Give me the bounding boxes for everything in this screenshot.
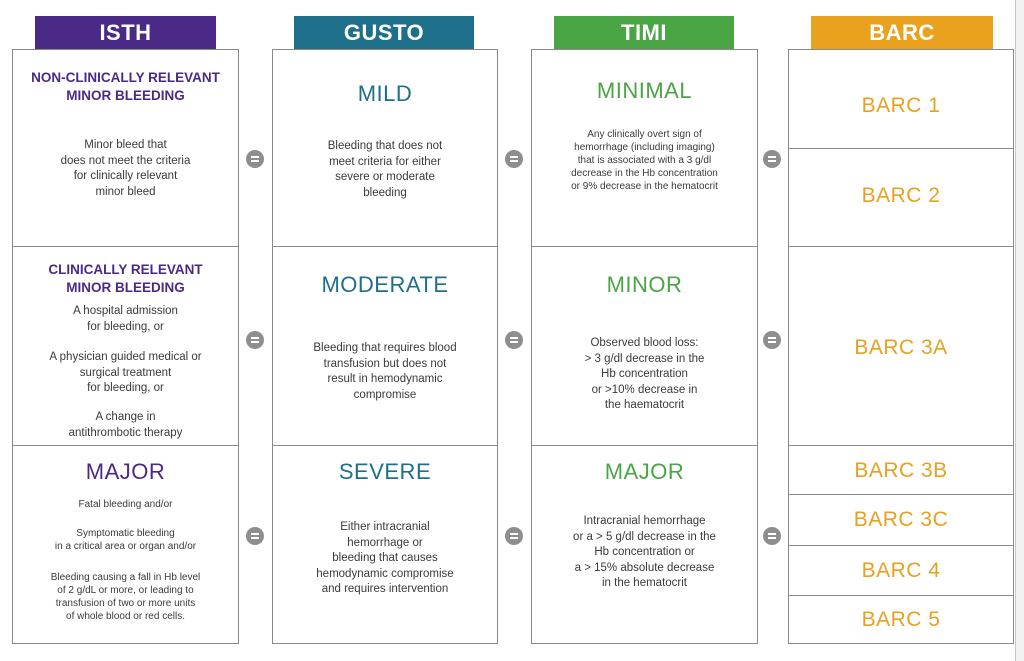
equals-icon bbox=[763, 527, 781, 545]
barc-3c-label: BARC 3C bbox=[853, 508, 949, 531]
barc-4-label: BARC 4 bbox=[861, 559, 941, 582]
barc-header: BARC bbox=[811, 16, 993, 49]
barc-5-cell bbox=[789, 596, 1013, 645]
gusto-r1-body: Bleeding that does not meet criteria for either severe or moderate bleeding bbox=[327, 140, 443, 199]
timi-header: TIMI bbox=[554, 16, 734, 49]
isth-header: ISTH bbox=[35, 16, 216, 49]
barc-1-label: BARC 1 bbox=[861, 94, 941, 117]
gusto-column bbox=[272, 49, 498, 644]
timi-row-minimal bbox=[532, 50, 757, 247]
isth-row-clinically-relevant bbox=[13, 247, 238, 446]
isth-r3-body-a: Fatal bleeding and/or bbox=[78, 499, 173, 510]
barc-column bbox=[788, 49, 1014, 644]
barc-3a-label: BARC 3A bbox=[854, 336, 948, 359]
timi-row-minor bbox=[532, 247, 757, 446]
gusto-r2-body: Bleeding that requires blood transfusion but does not result in hemodynamic compromise bbox=[313, 342, 457, 401]
isth-r2-body-b: A physician guided medical or surgical treatment for bleeding, or bbox=[49, 351, 202, 394]
gusto-r3-title: SEVERE bbox=[338, 459, 432, 484]
timi-r3-title: MAJOR bbox=[604, 459, 685, 484]
barc-5-label: BARC 5 bbox=[861, 608, 941, 631]
equals-icon bbox=[505, 331, 523, 349]
barc-2-cell bbox=[789, 149, 1013, 247]
isth-r2-body-c: A change in antithrombotic therapy bbox=[68, 411, 183, 439]
barc-3a-cell bbox=[789, 247, 1013, 446]
timi-r3-body: Intracranial hemorrhage or a > 5 g/dl decrease in the Hb concentration or a > 15% absolute decrease in the hematocrit bbox=[573, 515, 716, 589]
isth-r3-body-b: Symptomatic bleeding in a critical area or organ and/or bbox=[54, 528, 197, 552]
equals-icon bbox=[246, 150, 264, 168]
gusto-row-severe bbox=[273, 446, 497, 645]
equals-icon bbox=[763, 331, 781, 349]
barc-3b-label: BARC 3B bbox=[854, 459, 948, 482]
timi-row-major bbox=[532, 446, 757, 645]
isth-row-major bbox=[13, 446, 238, 645]
gusto-r3-body: Either intracranial hemorrhage or bleeding that causes hemodynamic compromise and requires intervention bbox=[316, 521, 454, 595]
isth-r2-body-a: A hospital admission for bleeding, or bbox=[73, 305, 178, 333]
gusto-row-moderate bbox=[273, 247, 497, 446]
barc-3b-cell bbox=[789, 446, 1013, 495]
equals-icon bbox=[246, 331, 264, 349]
gusto-header: GUSTO bbox=[294, 16, 474, 49]
gusto-row-mild bbox=[273, 50, 497, 247]
timi-column bbox=[531, 49, 758, 644]
isth-r1-body: Minor bleed that does not meet the criteria for clinically relevant minor bleed bbox=[60, 139, 191, 198]
isth-column bbox=[12, 49, 239, 644]
equals-icon bbox=[505, 527, 523, 545]
isth-r3-title: MAJOR bbox=[85, 459, 166, 484]
isth-r2-title: CLINICALLY RELEVANT MINOR BLEEDING bbox=[48, 262, 203, 295]
timi-r2-body: Observed blood loss: > 3 g/dl decrease in the Hb concentration or >10% decrease in the haematocrit bbox=[584, 337, 705, 411]
right-edge-strip bbox=[1015, 0, 1024, 661]
isth-row-minor-nonclinical bbox=[13, 50, 238, 247]
timi-r2-title: MINOR bbox=[606, 272, 683, 297]
barc-4-cell bbox=[789, 546, 1013, 596]
gusto-r1-title: MILD bbox=[357, 81, 413, 106]
isth-r3-body-c: Bleeding causing a fall in Hb level of 2 g/dL or more, or leading to transfusion of two or more units of whole blood or red cells. bbox=[50, 572, 201, 622]
isth-r1-title: NON-CLINICALLY RELEVANT MINOR BLEEDING bbox=[31, 70, 220, 103]
equals-icon bbox=[763, 150, 781, 168]
barc-3c-cell bbox=[789, 495, 1013, 546]
barc-2-label: BARC 2 bbox=[861, 184, 941, 207]
equals-icon bbox=[505, 150, 523, 168]
equals-icon bbox=[246, 527, 264, 545]
gusto-r2-title: MODERATE bbox=[321, 272, 449, 297]
barc-1-cell bbox=[789, 50, 1013, 149]
timi-r1-body: Any clinically overt sign of hemorrhage (including imaging) that is associated with a 3 g/dl decrease in the Hb concentration or 9% decrease in the hematocrit bbox=[571, 129, 718, 192]
timi-r1-title: MINIMAL bbox=[596, 78, 693, 103]
